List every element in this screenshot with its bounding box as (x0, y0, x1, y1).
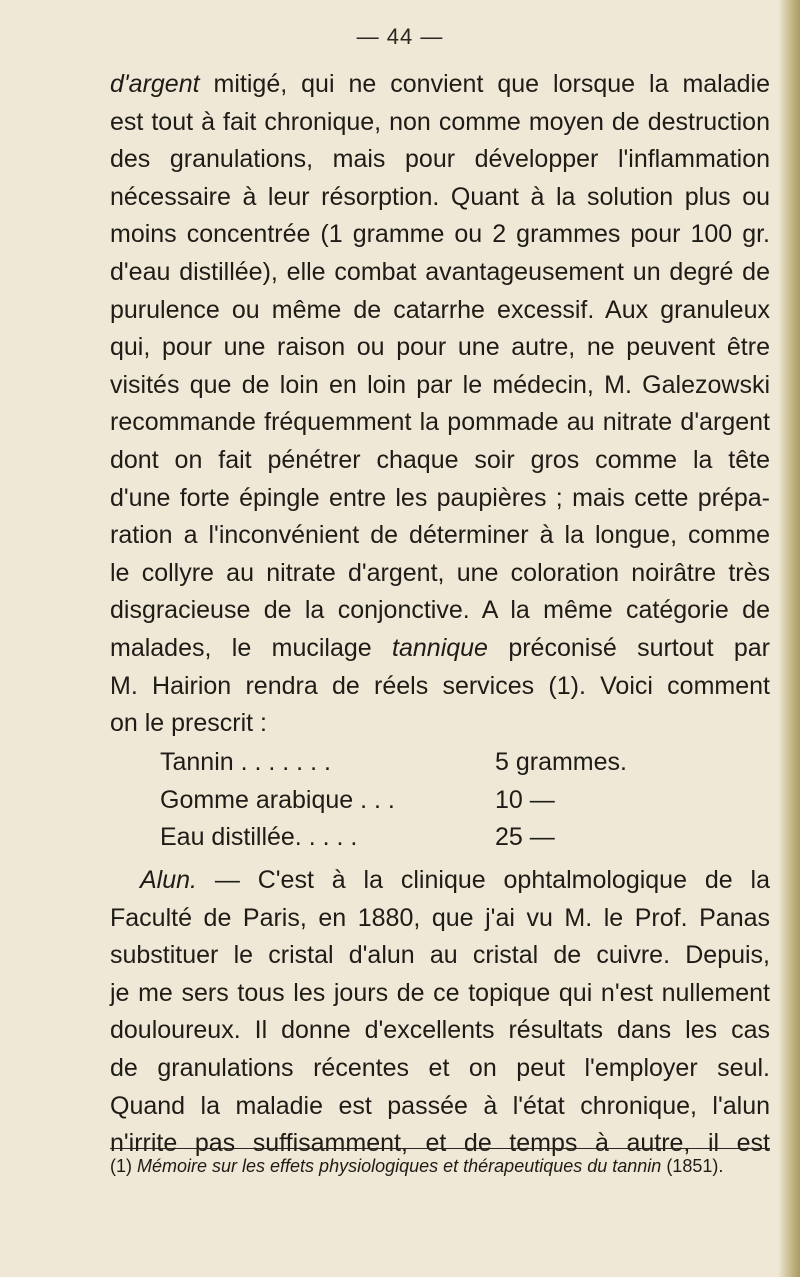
recipe-row (160, 819, 720, 857)
paragraph-line (110, 630, 770, 668)
italic-word: d'argent (110, 70, 200, 98)
recipe-ingredient: Tannin . . . . . . . (160, 748, 331, 776)
paragraph-line: je me sers tous les jours de ce topique qui n'est nullement (110, 978, 770, 1007)
page-number: — 44 — (356, 24, 444, 49)
paragraph-line (110, 862, 770, 900)
paragraph-line: dont on fait pénétrer chaque soir gros comme la tête (110, 445, 770, 474)
paragraph-line: moins concentrée (1 gramme ou 2 grammes pour 100 gr. (110, 220, 770, 249)
paragraph-line: M. Hairion rendra de réels services (1). Voici comment (110, 671, 770, 700)
line-text: préconisé surtout par (487, 633, 770, 662)
paragraph-line: on le prescrit : (110, 709, 268, 738)
paragraph-line: de granulations récentes et on peut l'employer seul. (110, 1053, 770, 1082)
recipe-ingredient: Gomme arabique . . . (160, 785, 395, 814)
paragraph-line: Faculté de Paris, en 1880, que j'ai vu M. le Prof. Panas (110, 903, 770, 932)
footnote (110, 1152, 770, 1180)
paragraph-line: d'eau distillée), elle combat avantageusement un degré de (110, 257, 770, 286)
paragraph-line: d'une forte épingle entre les paupières ; mais cette prépa- (110, 483, 770, 512)
paragraph-line: purulence ou même de catarrhe excessif. Aux granuleux (110, 295, 770, 324)
paragraph-line: des granulations, mais pour développer l'inflammation (110, 145, 770, 174)
footnote-divider (110, 1148, 770, 1149)
recipe-ingredient: Eau distillée. . . . . (160, 823, 358, 852)
recipe-row (160, 744, 720, 782)
recipe-quantity: 10 — (495, 785, 555, 814)
italic-word: tannique (392, 633, 488, 662)
paragraph-line (110, 66, 770, 104)
recipe-row (160, 782, 720, 820)
recipe-quantity: 5 grammes. (495, 748, 627, 776)
paragraph-1 (110, 66, 770, 743)
paragraph-line: ration a l'inconvénient de déterminer à la longue, comme (110, 521, 770, 550)
section-heading-word: Alun. (140, 866, 197, 894)
paragraph-line: visités que de loin en loin par le médecin, M. Galezowski (110, 370, 770, 399)
paragraph-line: disgracieuse de la conjonctive. A la même catégorie de (110, 596, 770, 625)
paragraph-2 (110, 862, 770, 1163)
paragraph-line: n'irrite pas suffisamment, et de temps à autre, il est (110, 1129, 770, 1158)
footnote-text: Mémoire sur les effets physiologiques et thérapeutiques du tannin (132, 1156, 662, 1176)
paragraph-line: recommande fréquemment la pommade au nitrate d'argent (110, 408, 770, 437)
paragraph-line: nécessaire à leur résorption. Quant à la solution plus ou (110, 182, 770, 211)
line-text: mitigé, qui ne convient que lorsque la maladie (199, 70, 770, 98)
recipe-list (160, 744, 720, 857)
paragraph-line: douloureux. Il donne d'excellents résultats dans les cas (110, 1016, 770, 1045)
line-text: malades, le mucilage (110, 633, 393, 662)
line-text: — C'est à la clinique ophtalmologique de la (196, 866, 770, 894)
footnote-marker: (1) (110, 1156, 132, 1176)
paragraph-line: Quand la maladie est passée à l'état chronique, l'alun (110, 1091, 770, 1120)
paragraph-line: substituer le cristal d'alun au cristal de cuivre. Depuis, (110, 941, 770, 970)
page-edge-shadow (778, 0, 800, 1277)
footnote-year: (1851). (661, 1156, 724, 1176)
recipe-quantity: 25 — (495, 823, 555, 852)
paragraph-line: qui, pour une raison ou pour une autre, ne peuvent être (110, 333, 770, 362)
paragraph-line: le collyre au nitrate d'argent, une coloration noirâtre très (110, 558, 770, 587)
paragraph-line: est tout à fait chronique, non comme moyen de destruction (110, 107, 770, 136)
